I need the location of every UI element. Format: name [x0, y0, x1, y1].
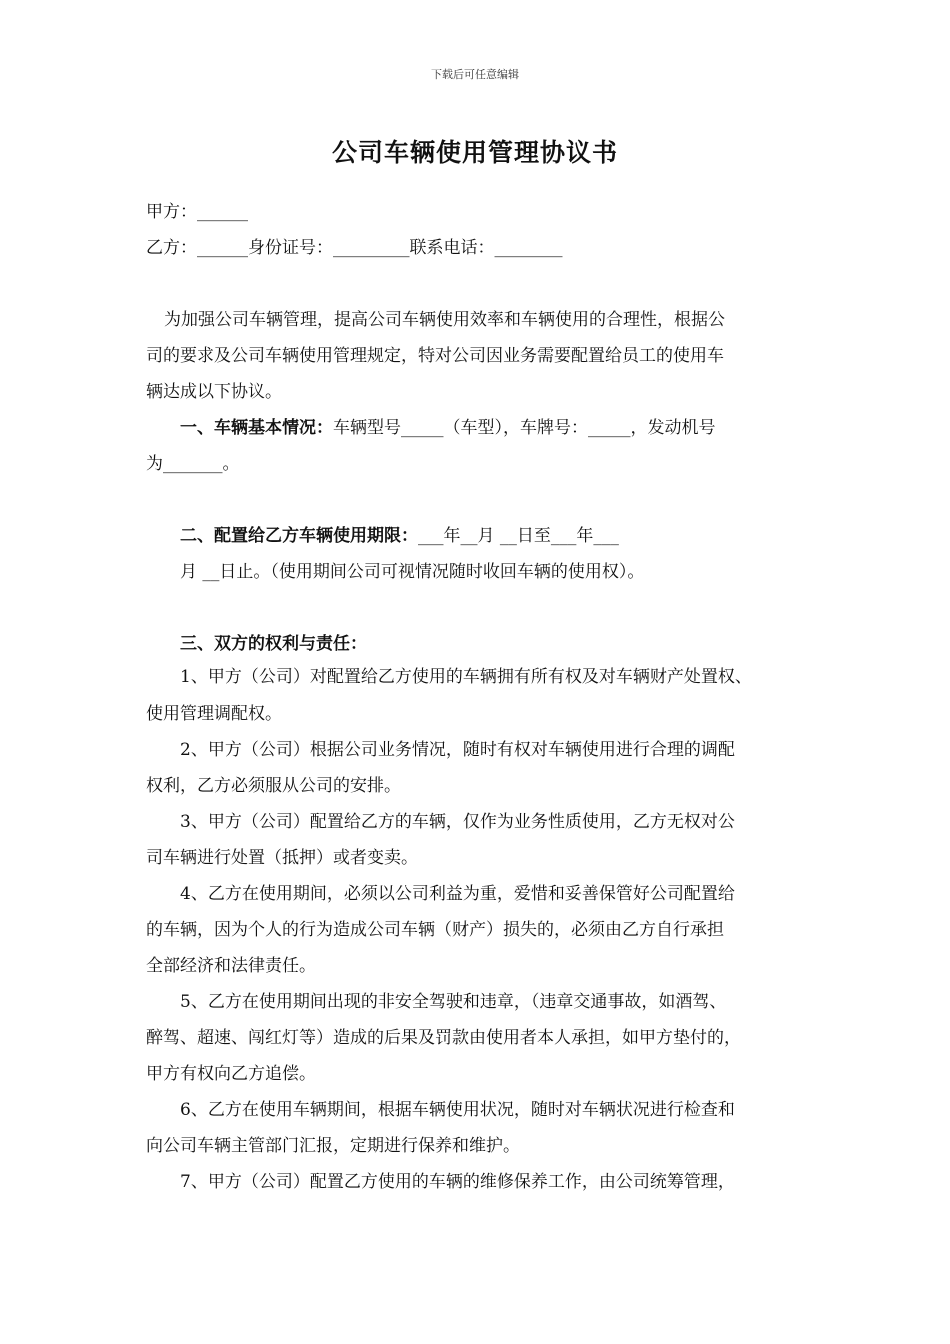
clause-line: 3、甲方（公司）配置给乙方的车辆，仅作为业务性质使用，乙方无权对公	[180, 812, 735, 832]
section2-heading: 二、配置给乙方车辆使用期限：	[180, 526, 418, 546]
clause-line: 1、甲方（公司）对配置给乙方使用的车辆拥有所有权及对车辆财产处置权、	[180, 667, 752, 687]
section1-line	[180, 417, 716, 439]
clause-line: 甲方有权向乙方追偿。	[146, 1064, 316, 1084]
header-note: 下载后可任意编辑	[431, 68, 519, 81]
clause-line: 全部经济和法律责任。	[146, 956, 316, 976]
section2-line2: 月 __日止。（使用期间公司可视情况随时收回车辆的使用权）。	[180, 562, 645, 582]
clause-line: 7、甲方（公司）配置乙方使用的车辆的维修保养工作，由公司统筹管理，	[180, 1172, 735, 1192]
section2-text: ___年__月 __日至___年___	[418, 526, 619, 546]
clause-line: 向公司车辆主管部门汇报，定期进行保养和维护。	[146, 1136, 520, 1156]
party-b-line: 乙方：______身份证号：_________联系电话：________	[146, 238, 563, 258]
party-a-line: 甲方：______	[146, 202, 248, 222]
clause-line: 5、乙方在使用期间出现的非安全驾驶和违章，（违章交通事故，如酒驾、	[180, 992, 727, 1012]
clause-line: 4、乙方在使用期间，必须以公司利益为重，爱惜和妥善保管好公司配置给	[180, 884, 735, 904]
clause-line: 醉驾、超速、闯红灯等）造成的后果及罚款由使用者本人承担，如甲方垫付的，	[146, 1028, 741, 1048]
clause-line: 的车辆，因为个人的行为造成公司车辆（财产）损失的，必须由乙方自行承担	[146, 920, 724, 940]
section1-heading: 一、车辆基本情况：	[180, 418, 333, 438]
document-title: 公司车辆使用管理协议书	[331, 138, 618, 167]
intro-line: 司的要求及公司车辆使用管理规定，特对公司因业务需要配置给员工的使用车	[146, 346, 724, 366]
clause-line: 权利，乙方必须服从公司的安排。	[146, 776, 401, 796]
section1-line2: 为_______。	[146, 454, 240, 474]
clause-line: 6、乙方在使用车辆期间，根据车辆使用状况，随时对车辆状况进行检查和	[180, 1100, 735, 1120]
section1-text: 车辆型号_____（车型），车牌号：_____，发动机号	[333, 418, 716, 438]
intro-line: 为加强公司车辆管理，提高公司车辆使用效率和车辆使用的合理性，根据公	[164, 310, 725, 330]
intro-line: 辆达成以下协议。	[146, 382, 282, 402]
clause-line: 2、甲方（公司）根据公司业务情况，随时有权对车辆使用进行合理的调配	[180, 740, 735, 760]
clause-line: 司车辆进行处置（抵押）或者变卖。	[146, 848, 418, 868]
section2-line	[180, 525, 619, 547]
clause-line: 使用管理调配权。	[146, 704, 282, 724]
section3-heading: 三、双方的权利与责任：	[180, 634, 367, 654]
